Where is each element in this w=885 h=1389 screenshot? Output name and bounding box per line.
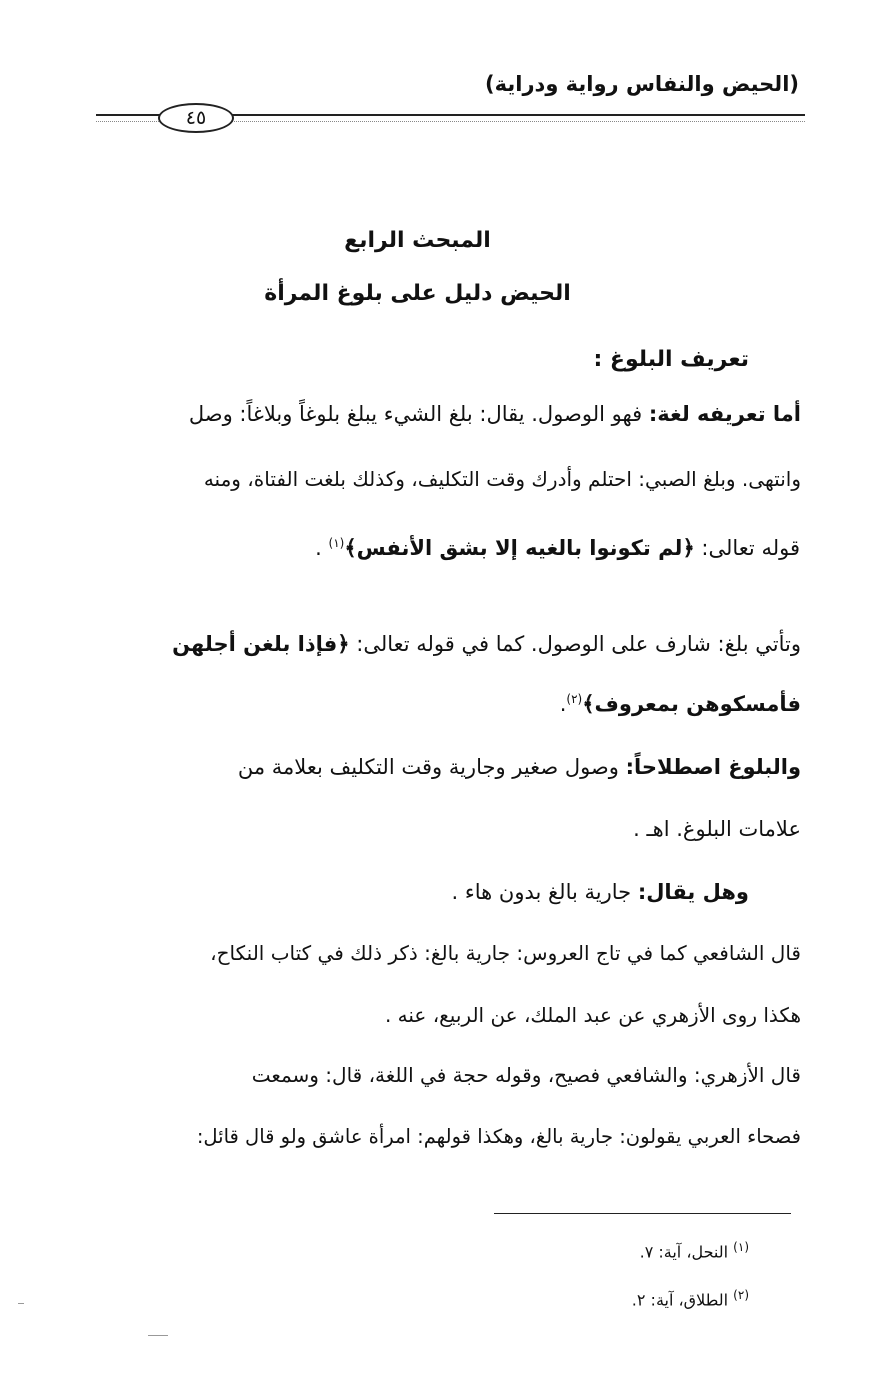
bold-lead: والبلوغ اصطلاحاً: [625, 755, 801, 779]
subheading: تعريف البلوغ : [593, 347, 749, 372]
quran-quote: فأمسكوهن بمعروف﴾ [582, 692, 801, 716]
paragraph-line: وانتهى. وبلغ الصبي: احتلم وأدرك وقت التكليف، وكذلك بلغت الفتاة، ومنه [203, 467, 801, 491]
line-text: وصول صغير وجارية وقت التكليف بعلامة من [237, 755, 626, 779]
footnote-ref: (٢) [566, 692, 583, 706]
paragraph-line [172, 632, 801, 656]
paragraph-line: علامات البلوغ. اهـ . [633, 817, 801, 841]
footnote [632, 1288, 749, 1309]
footnote-separator [494, 1213, 791, 1214]
paragraph-line [560, 692, 801, 716]
scan-speck [18, 1303, 24, 1304]
bold-lead: وهل يقال: [637, 880, 749, 904]
footnote-ref: (١) [328, 536, 345, 550]
paragraph-line [189, 402, 801, 426]
scan-speck [148, 1335, 168, 1336]
line-text: وتأتي بلغ: شارف على الوصول. كما في قوله تعالى: [349, 632, 801, 656]
paragraph-line: هكذا روى الأزهري عن عبد الملك، عن الربيع، عنه . [384, 1003, 801, 1027]
chapter-title: الحيض دليل على بلوغ المرأة [264, 281, 571, 306]
line-text: . [559, 692, 567, 716]
line-text: فهو الوصول. يقال: بلغ الشيء يبلغ بلوغاً وبلاغاً: وصل [188, 402, 649, 426]
footnote-text: النحل، آية: ٧. [639, 1242, 729, 1262]
footnote-marker: (٢) [733, 1288, 749, 1302]
quran-quote: ﴿لم تكونوا بالغيه إلا بشق الأنفس﴾ [344, 536, 695, 560]
paragraph-line [315, 536, 800, 560]
paragraph-line [452, 880, 749, 904]
paragraph-line [238, 755, 801, 779]
quran-quote: ﴿فإذا بلغن أجلهن [172, 632, 350, 656]
paragraph-line: قال الأزهري: والشافعي فصيح، وقوله حجة في اللغة، قال: وسمعت [251, 1063, 801, 1087]
line-text: جارية بالغ بدون هاء . [451, 880, 638, 904]
footnote [640, 1240, 749, 1261]
footnote-text: الطلاق، آية: ٢. [631, 1290, 729, 1310]
line-text: . [315, 536, 329, 560]
running-title: (الحيض والنفاس رواية ودراية) [485, 72, 799, 96]
page-number: ٤٥ [158, 103, 234, 133]
paragraph-line: فصحاء العربي يقولون: جارية بالغ، وهكذا قولهم: امرأة عاشق ولو قال قائل: [196, 1125, 801, 1148]
bold-lead: أما تعريفه لغة: [648, 402, 801, 426]
header-rule-right [231, 114, 805, 116]
header-rule-left [96, 114, 160, 116]
line-text: قوله تعالى: [694, 536, 800, 560]
paragraph-line: قال الشافعي كما في تاج العروس: جارية بالغ: ذكر ذلك في كتاب النكاح، [210, 941, 801, 965]
section-heading: المبحث الرابع [344, 228, 491, 253]
footnote-marker: (١) [733, 1240, 749, 1254]
